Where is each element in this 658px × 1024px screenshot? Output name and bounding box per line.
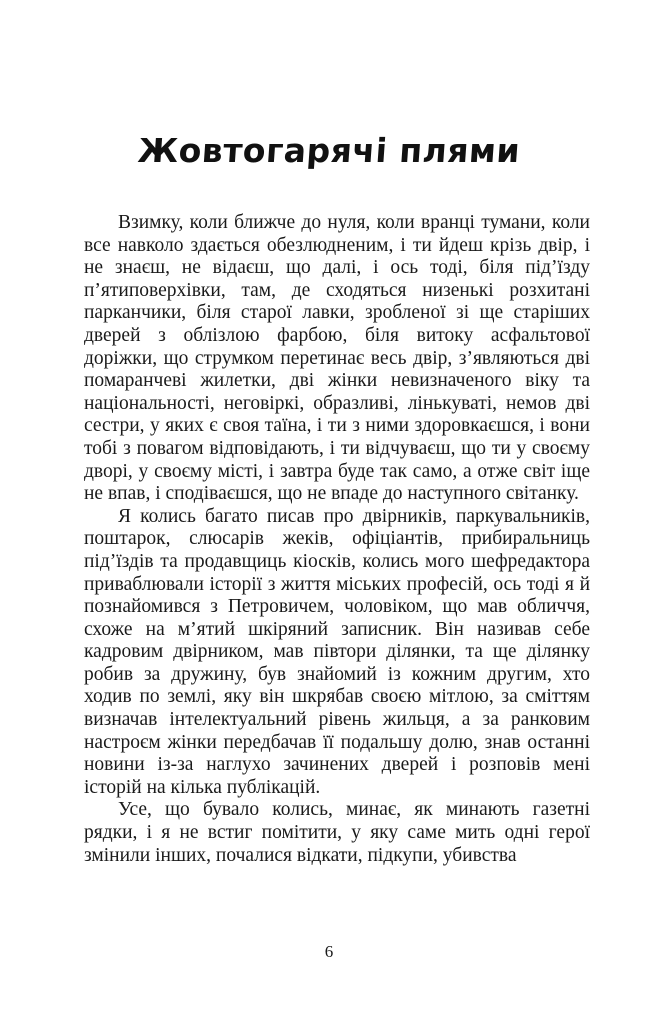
chapter-body <box>84 212 590 867</box>
page-number: 6 <box>324 942 334 961</box>
paragraph: Усе, що бувало колись, минає, як минають газетні рядки, і я не встиг помітити, у яку саме мить одні герої змінили інших, почалися відкати, підкупи, убивства <box>84 799 590 866</box>
chapter-title: Жовтогарячі плями <box>136 131 522 170</box>
paragraph: Взимку, коли ближче до нуля, коли вранці тумани, коли все навколо здається обезлюдненим, і ти йдеш крізь двір, і не знаєш, не відаєш, що далі, і ось тоді, біля під’їзду п’ятиповерхівки, там, де сходяться низенькі розхитані парканчики, біля старої лавки, зробленої зі ще старіших дверей з облізлою фарбою, біля витоку асфальтової доріжки, що струмком перетинає весь двір, з’являються дві помаранчеві жилетки, дві жінки невизначеного віку та національності, неговіркі, образливі, лінькуваті, немов дві сестри, у яких є своя таїна, і ти з ними здоровкаєшся, і вони тобі з повагом відповідають, і ти відчуваєш, що ти у своєму дворі, у своєму місті, і завтра буде так само, а отже світ іще не впав, і сподіваєшся, що не впаде до наступного світанку. <box>84 212 590 505</box>
paragraph: Я колись багато писав про двірників, паркувальників, поштарок, слюсарів жеків, офіціантів, прибиральниць під’їздів та продавщиць кіосків, колись мого шефредактора приваблювали історії з життя міських професій, ось тоді я й познайомився з Петровичем, чоловіком, що мав обличчя, схоже на м’ятий шкіряний записник. Він називав себе кадровим двірником, мав півтори ділянки, та ще ділянку робив за дружину, був знайомий із кожним другим, хто ходив по землі, яку він шкрябав своєю мітлою, за сміттям визначав інтелектуальний рівень жильця, а за ранковим настроєм жінки передбачав її подальшу долю, знав останні новини із-за наглухо зачинених дверей і розповів мені історій на кілька публікацій. <box>84 505 590 798</box>
